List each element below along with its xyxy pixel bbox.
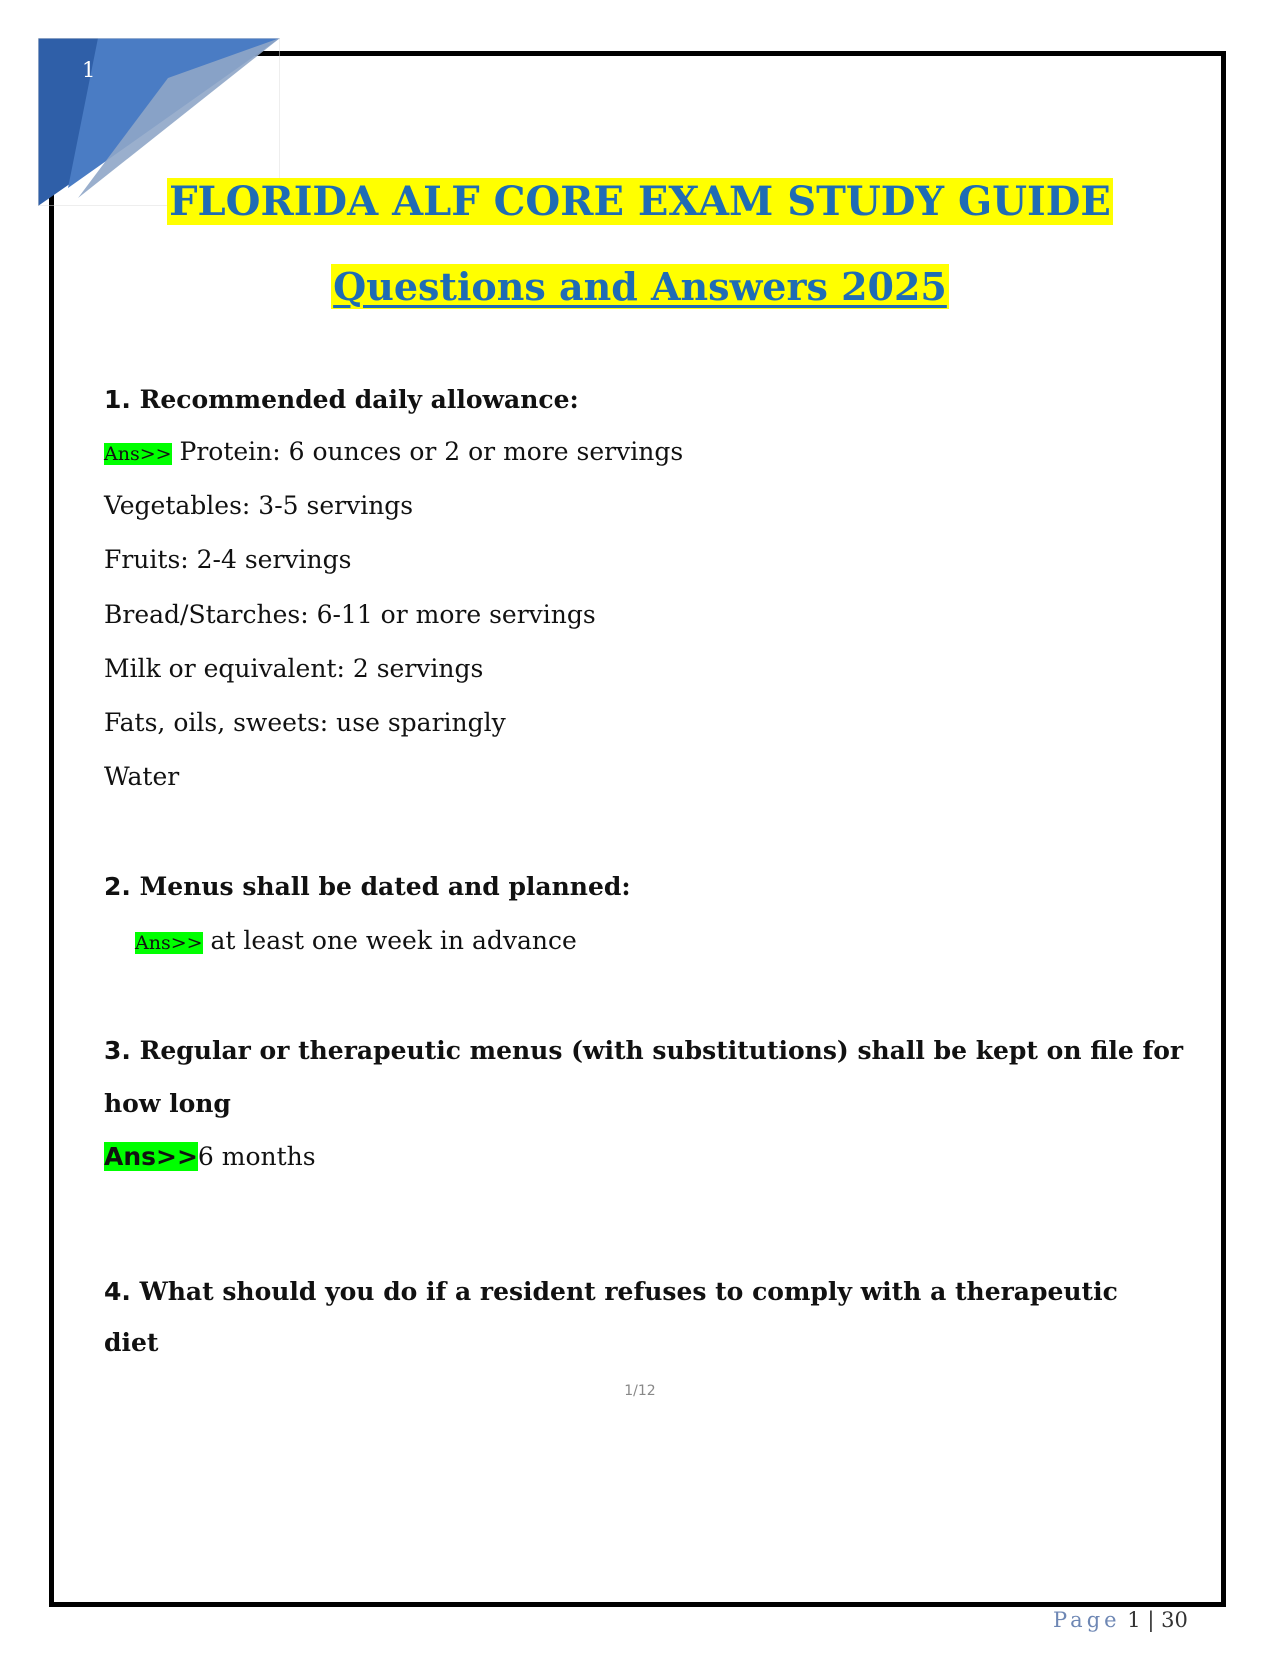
question-4-line-2: diet — [104, 1328, 159, 1357]
answer-1-line-2: Vegetables: 3-5 servings — [104, 491, 414, 520]
question-3-line-2: how long — [104, 1089, 231, 1118]
answer-1-line-3: Fruits: 2-4 servings — [104, 545, 352, 574]
footer-page-number: Page 1 | 30 — [1053, 1608, 1188, 1632]
answer-3: Ans>>6 months — [104, 1142, 316, 1171]
question-3-line-1: 3. Regular or therapeutic menus (with substitutions) shall be kept on file for — [104, 1036, 1184, 1065]
document-subtitle: Questions and Answers 2025 — [333, 264, 947, 309]
answer-1-line-6: Fats, oils, sweets: use sparingly — [104, 708, 506, 737]
question-1: 1. Recommended daily allowance: — [104, 385, 579, 414]
answer-2: Ans>> at least one week in advance — [135, 926, 577, 955]
ans-tag: Ans>> — [135, 932, 203, 954]
answer-1-line-1: Ans>> Protein: 6 ounces or 2 or more servings — [104, 437, 684, 466]
ans-tag: Ans>> — [104, 443, 172, 465]
answer-1-line-4: Bread/Starches: 6-11 or more servings — [104, 600, 596, 629]
answer-1-line-7: Water — [104, 762, 180, 791]
ans-tag: Ans>> — [104, 1142, 198, 1171]
question-2: 2. Menus shall be dated and planned: — [104, 872, 631, 901]
answer-1-line-5: Milk or equivalent: 2 servings — [104, 654, 484, 683]
document-title: FLORIDA ALF CORE EXAM STUDY GUIDE — [169, 178, 1111, 225]
pager-indicator: 1/12 — [624, 1383, 656, 1399]
corner-page-number: 1 — [82, 58, 96, 82]
question-4-line-1: 4. What should you do if a resident refuses to comply with a therapeutic — [104, 1277, 1118, 1306]
